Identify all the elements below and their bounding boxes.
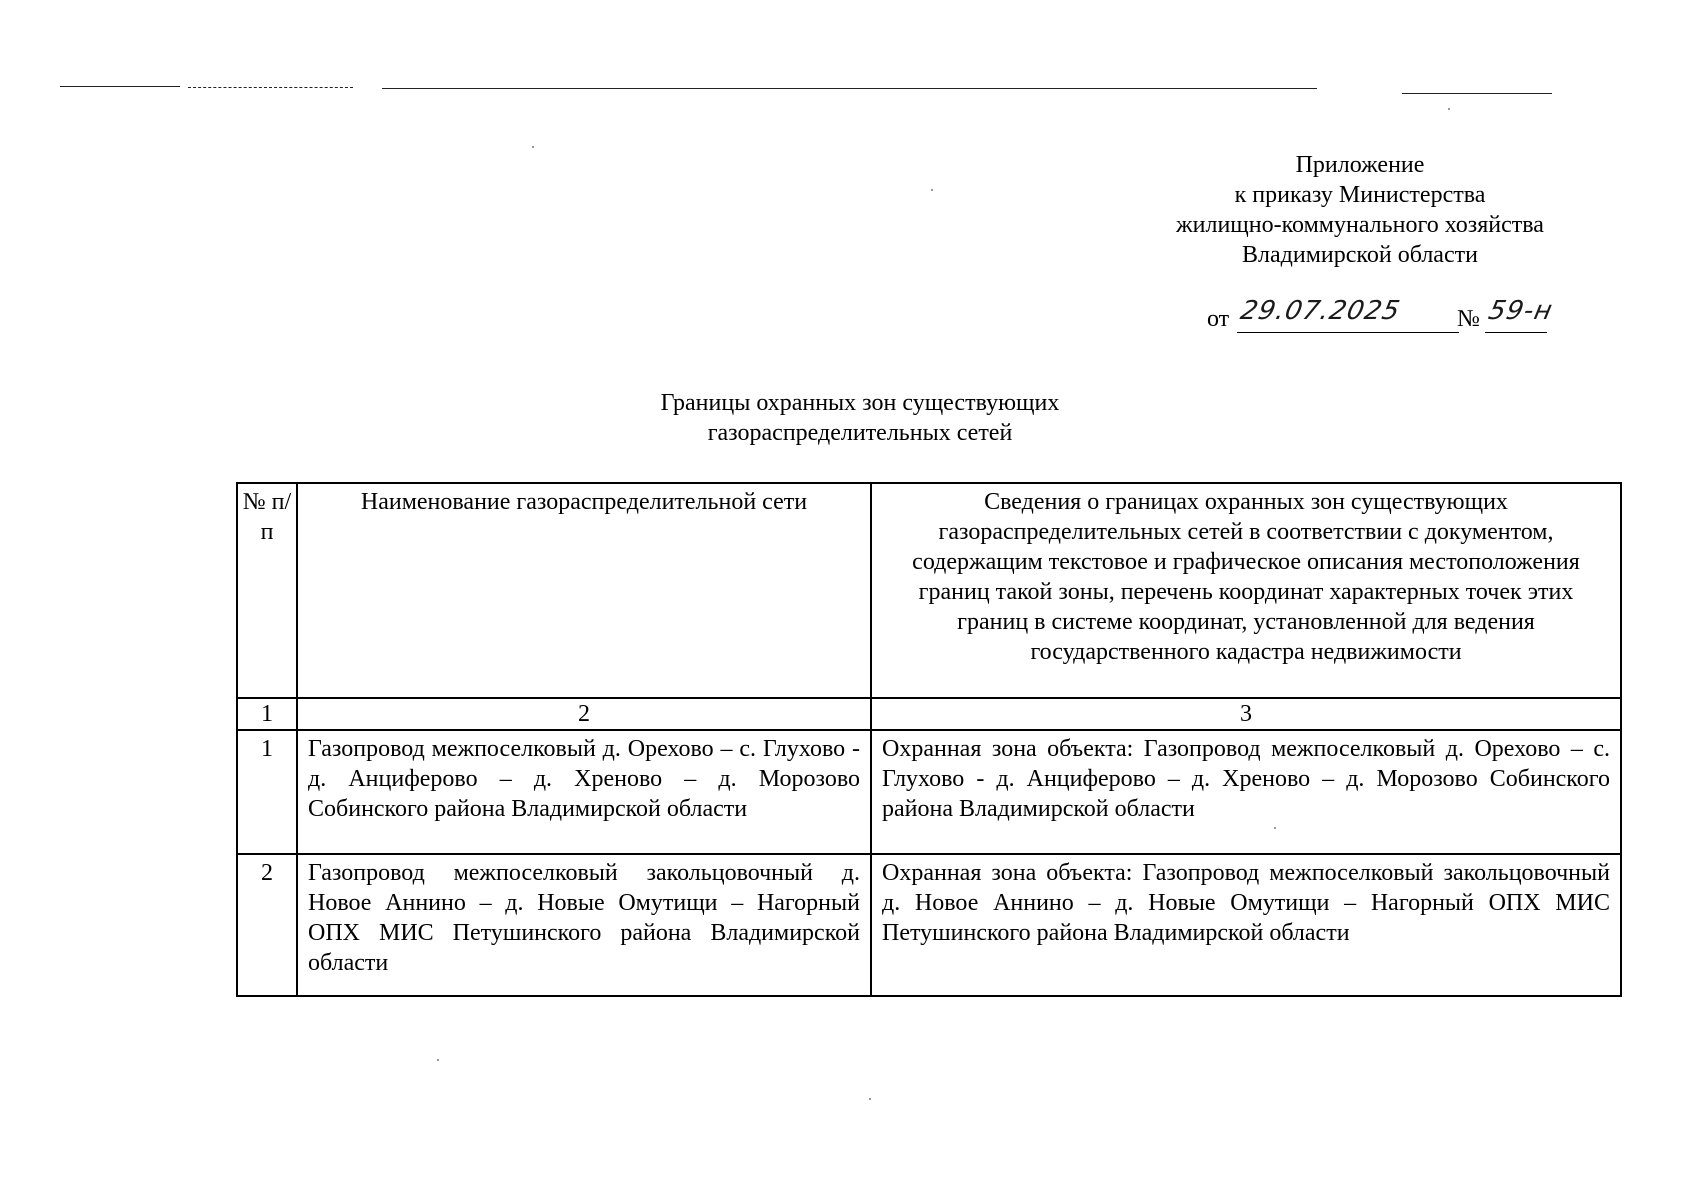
column-number: 1: [237, 698, 297, 730]
annex-line: к приказу Министерства: [1234, 182, 1486, 208]
order-number-underline: [1485, 332, 1547, 333]
scan-edge-line: [382, 88, 1317, 89]
order-number-prefix: №: [1457, 306, 1480, 332]
scan-speck: [931, 189, 933, 191]
row-number: 2: [237, 854, 297, 996]
order-date-underline: [1237, 332, 1459, 333]
order-date: 29.07.2025: [1237, 296, 1404, 326]
network-name: Газопровод межпоселковый закольцовочный д. Новое Аннино – д. Новые Омутищи – Нагорный ОПХ МИС Петушинского района Владимирской области: [297, 854, 871, 996]
zone-info: Охранная зона объекта: Газопровод межпоселковый закольцовочный д. Новое Аннино – д. Новые Омутищи – Нагорный ОПХ МИС Петушинского района Владимирской области: [871, 854, 1621, 996]
title-line: Границы охранных зон существующих: [660, 390, 1060, 416]
table-row: [237, 730, 1621, 854]
order-reference: [1195, 296, 1575, 336]
table-row: [237, 854, 1621, 996]
annex-header: [1120, 150, 1600, 270]
title-line: газораспределительных сетей: [707, 420, 1013, 446]
scan-speck: [869, 1098, 871, 1100]
scan-edge-line: [60, 86, 180, 87]
order-number: 59-н: [1485, 296, 1556, 326]
column-number: 3: [871, 698, 1621, 730]
header-zone-info: Сведения о границах охранных зон существующих газораспределительных сетей в соответствии с документом, содержащим текстовое и графическое описания местоположения границ такой зоны, перечень координат характерных точек этих границ в системе координат, установленной для ведения государственного кадастра недвижимости: [871, 483, 1621, 698]
annex-line: Владимирской области: [1242, 242, 1478, 268]
annex-line: Приложение: [1295, 152, 1425, 178]
scan-speck: [532, 146, 534, 148]
scan-edge-line: [1402, 93, 1552, 94]
scan-edge-line: [188, 87, 353, 88]
network-name: Газопровод межпоселковый д. Орехово – с. Глухово - д. Анциферово – д. Хреново – д. Морозово Собинского района Владимирской области: [297, 730, 871, 854]
header-number: № п/п: [237, 483, 297, 698]
column-numbers-row: [237, 698, 1621, 730]
order-date-prefix: от: [1207, 306, 1230, 332]
row-number: 1: [237, 730, 297, 854]
scan-speck: [437, 1059, 439, 1061]
protection-zones-table: [236, 482, 1622, 997]
header-network-name: Наименование газораспределительной сети: [297, 483, 871, 698]
zone-info: Охранная зона объекта: Газопровод межпоселковый д. Орехово – с. Глухово - д. Анциферово – д. Хреново – д. Морозово Собинского района Владимирской области: [871, 730, 1621, 854]
column-number: 2: [297, 698, 871, 730]
annex-line: жилищно-коммунального хозяйства: [1176, 212, 1544, 238]
table-header-row: [237, 483, 1621, 698]
scan-speck: [1448, 108, 1450, 110]
document-title: [560, 388, 1160, 448]
